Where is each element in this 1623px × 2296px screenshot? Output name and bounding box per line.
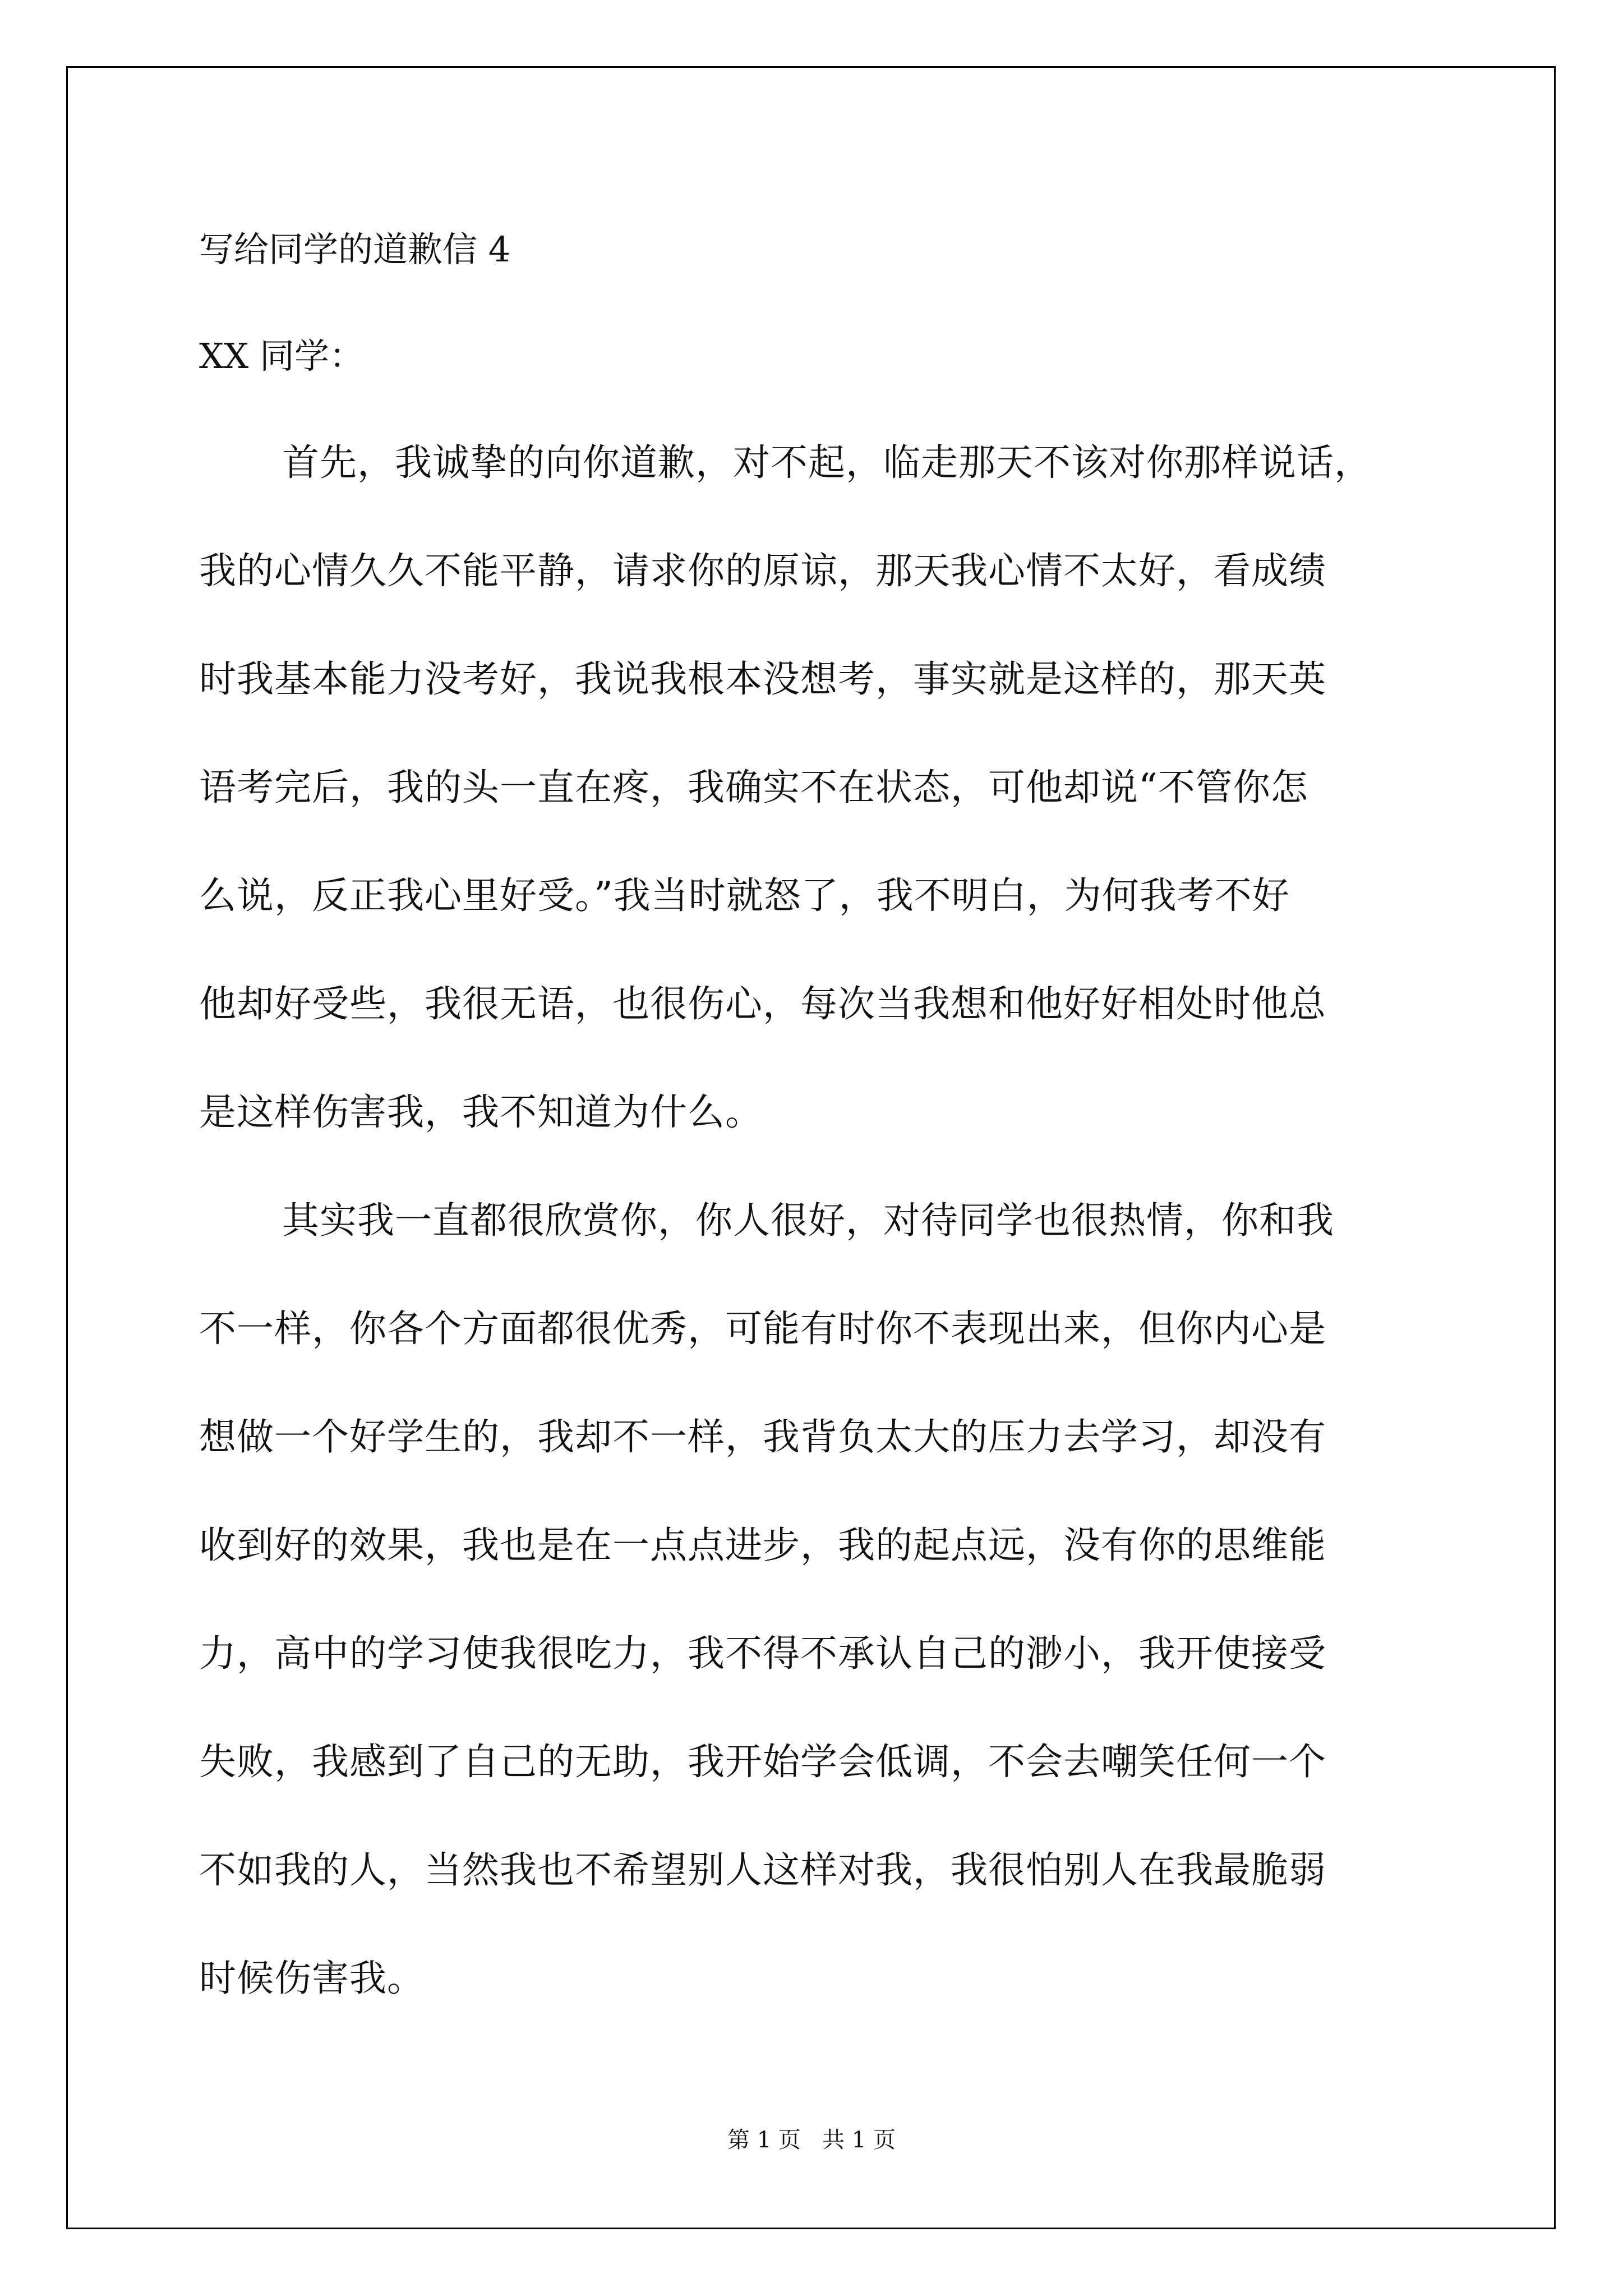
paragraph-line: 其实我一直都很欣赏你，你人很好，对待同学也很热情，你和我: [282, 1199, 1334, 1242]
paragraph-line: 想做一个好学生的，我却不一样，我背负太大的压力去学习，却没有: [199, 1415, 1326, 1458]
paragraph-1: [199, 432, 1433, 1143]
document-title: 写给同学的道歉信 4: [199, 229, 511, 270]
paragraph-line: 力，高中的学习使我很吃力，我不得不承认自己的渺小，我开使接受: [199, 1632, 1326, 1675]
paragraph-line: 时候伤害我。: [199, 1957, 425, 2000]
paragraph-line: 语考完后，我的头一直在疼，我确实不在状态，可他却说“不管你怎: [199, 766, 1308, 809]
paragraph-line: 不如我的人，当然我也不希望别人这样对我，我很怕别人在我最脆弱: [199, 1848, 1326, 1892]
paragraph-2: [199, 1190, 1433, 2009]
document-body: [199, 219, 1433, 2056]
paragraph-line: 我的心情久久不能平静，请求你的原谅，那天我心情不太好，看成绩: [199, 549, 1326, 592]
paragraph-line: 时我基本能力没考好，我说我根本没想考，事实就是这样的，那天英: [199, 657, 1326, 701]
paragraph-line: 是这样伤害我，我不知道为什么。: [199, 1091, 763, 1134]
paragraph-line: 他却好受些，我很无语，也很伤心，每次当我想和他好好相处时他总: [199, 982, 1326, 1025]
paragraph-line: 失败，我感到了自己的无助，我开始学会低调，不会去嘲笑任何一个: [199, 1740, 1326, 1783]
page-footer: 第 1 页 共 1 页: [727, 2127, 896, 2153]
paragraph-line: 收到好的效果，我也是在一点点进步，我的起点远，没有你的思维能: [199, 1524, 1326, 1567]
salutation: XX 同学：: [199, 335, 364, 376]
paragraph-line: 么说，反正我心里好受。”我当时就怒了，我不明白，为何我考不好: [199, 874, 1290, 917]
paragraph-line: 首先，我诚挚的向你道歉，对不起，临走那天不该对你那样说话，: [282, 441, 1372, 484]
paragraph-line: 不一样，你各个方面都很优秀，可能有时你不表现出来，但你内心是: [199, 1307, 1326, 1350]
